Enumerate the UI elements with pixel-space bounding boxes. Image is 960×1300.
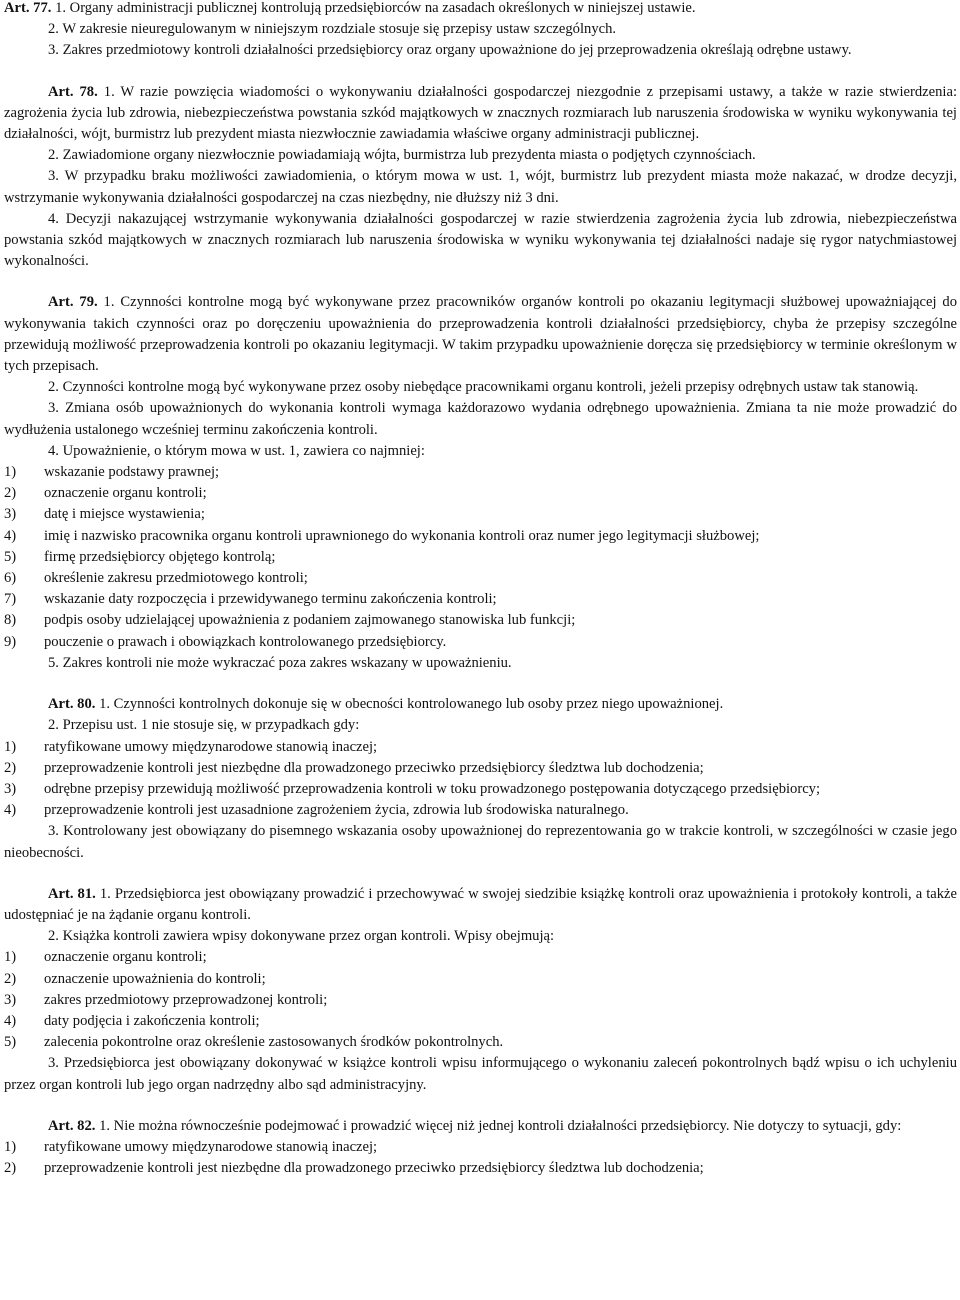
list-item-text: podpis osoby udzielającej upoważnienia z podaniem zajmowanego stanowiska lub funkcji; [44,612,576,629]
list-item [4,969,957,990]
art-78-heading: Art. 78. [48,83,98,100]
list-item-text: ratyfikowane umowy międzynarodowe stanowią inaczej; [44,1138,378,1155]
list-item-number: 1) [4,738,17,755]
list-item [4,526,957,547]
list-item-number: 5) [4,1034,17,1051]
art-77-paragraph-1 [4,0,957,19]
art-81-paragraph-text: 1. Przedsiębiorca jest obowiązany prowadzić i przechowywać w swojej siedzibie książkę kontroli oraz upoważnienia i protokoły kontroli, a także udostępniać je na żądanie organu kontroli. [4,885,958,923]
list-item-text: przeprowadzenie kontroli jest uzasadnione zagrożeniem życia, zdrowia lub środowiska naturalnego. [44,802,629,819]
art-79-paragraph-2 [4,377,957,398]
list-item-text: oznaczenie organu kontroli; [44,949,207,966]
list-item-number: 2) [4,970,17,987]
list-item [4,462,957,483]
list-item-number: 7) [4,591,17,608]
art-81-heading: Art. 81. [48,885,96,902]
list-item [4,1011,957,1032]
list-item-number: 1) [4,464,17,481]
art-79-paragraph-text: 3. Zmiana osób upoważnionych do wykonania kontroli wymaga każdorazowo wydania odrębnego upoważnienia. Zmiana ta nie może prowadzić do wydłużenia ustalonego wcześniej terminu zakończenia kontroli. [4,400,957,438]
art-78-paragraph-text: 3. W przypadku braku możliwości zawiadomienia, o którym mowa w ust. 1, wójt, burmistrz lub prezydent miasta może nakazać, w drodze decyzji, wstrzymanie wykonywania działalności gospodarczej na czas niezbędny, nie dłuższy niż 3 dni. [4,168,957,206]
list-item-number: 1) [4,949,17,966]
list-item-number: 3) [4,991,17,1008]
list-item-text: firmę przedsiębiorcy objętego kontrolą; [44,548,276,565]
art-78-paragraph-3 [4,166,957,208]
art-82-paragraph-text: 1. Nie można równocześnie podejmować i prowadzić więcej niż jednej kontroli działalności przedsiębiorcy. Nie dotyczy to sytuacji, gdy: [99,1117,902,1134]
art-81-paragraph-2 [4,926,957,947]
art-81-paragraph-3 [4,1053,957,1095]
art-82-paragraph-1 [4,1116,957,1137]
art-80-heading: Art. 80. [48,696,96,713]
list-item-number: 8) [4,612,17,629]
list-item-text: określenie zakresu przedmiotowego kontroli; [44,570,308,587]
list-item-number: 4) [4,527,17,544]
list-item-text: oznaczenie upoważnienia do kontroli; [44,970,266,987]
art-79-paragraph-text: 4. Upoważnienie, o którym mowa w ust. 1, zawiera co najmniej: [48,442,425,459]
list-item-text: zakres przedmiotowy przeprowadzonej kontroli; [44,991,328,1008]
art-81-paragraph-text: 2. Książka kontroli zawiera wpisy dokonywane przez organ kontroli. Wpisy obejmują: [48,928,555,945]
list-item [4,779,957,800]
art-79-heading: Art. 79. [48,294,98,311]
art-81-paragraph-1 [4,884,957,926]
art-77-paragraph-text: 3. Zakres przedmiotowy kontroli działalności przedsiębiorcy oraz organy upoważnione do jej przeprowadzenia określają odrębne ustawy. [48,42,852,59]
art-80-paragraph-text: 3. Kontrolowany jest obowiązany do pisemnego wskazania osoby upoważnionej do reprezentowania go w trakcie kontroli, w szczególności w czasie jego nieobecności. [4,823,957,861]
list-item-text: pouczenie o prawach i obowiązkach kontrolowanego przedsiębiorcy. [44,633,447,650]
art-81-paragraph-text: 3. Przedsiębiorca jest obowiązany dokonywać w książce kontroli wpisu informującego o wykonaniu zaleceń pokontrolnych bądź wpisu o ich uchyleniu przez organ kontroli lub jego organ nadrzędny albo sąd administracyjny. [4,1055,957,1093]
list-item [4,1158,957,1179]
list-item-text: oznaczenie organu kontroli; [44,485,207,502]
art-79-paragraph-text: 1. Czynności kontrolne mogą być wykonywane przez pracowników organów kontroli po okazaniu legitymacji służbowej upoważniającej do wykonywania takich czynności oraz po doręczeniu upoważnienia do przeprowadzenia kontroli działalności przedsiębiorcy, chyba że przepisy szczególne przewidują możliwość przeprowadzenia kontroli po okazaniu legitymacji. W takim przypadku upoważnienie doręcza się przedsiębiorcy w terminie określonym w tych przepisach. [4,294,958,375]
art-77-paragraph-3 [4,40,957,61]
art-79-paragraph-4 [4,441,957,462]
list-item-number: 3) [4,780,17,797]
art-77-heading: Art. 77. [4,0,52,16]
list-item [4,589,957,610]
list-item [4,737,957,758]
list-item [4,610,957,631]
art-77-paragraph-text: 2. W zakresie nieuregulowanym w niniejszym rozdziale stosuje się przepisy ustaw szczególnych. [48,21,617,38]
list-item [4,758,957,779]
art-78-paragraph-4 [4,209,957,273]
list-item-text: odrębne przepisy przewidują możliwość przeprowadzenia kontroli w toku prowadzonego postępowania dotyczącego przedsiębiorcy; [44,780,821,797]
list-item [4,947,957,968]
list-item [4,1032,957,1053]
list-item [4,990,957,1011]
list-item-number: 4) [4,802,17,819]
art-79-paragraph-3 [4,398,957,440]
art-80-paragraph-3 [4,821,957,863]
list-item [4,632,957,653]
art-79-paragraph-text: 2. Czynności kontrolne mogą być wykonywane przez osoby niebędące pracownikami organu kontroli, jeżeli przepisy odrębnych ustaw tak stanowią. [48,379,919,396]
list-item-text: przeprowadzenie kontroli jest niezbędne dla prowadzonego przeciwko przedsiębiorcy śledztwa lub dochodzenia; [44,1160,704,1177]
list-item-number: 9) [4,633,17,650]
list-item-number: 1) [4,1138,17,1155]
art-79-paragraph-5 [4,653,957,674]
list-item [4,504,957,525]
list-item-text: przeprowadzenie kontroli jest niezbędne dla prowadzonego przeciwko przedsiębiorcy śledztwa lub dochodzenia; [44,759,704,776]
list-item [4,547,957,568]
list-item-text: wskazanie podstawy prawnej; [44,464,220,481]
art-77-paragraph-2 [4,19,957,40]
art-80-paragraph-1 [4,694,957,715]
art-80-paragraph-2 [4,715,957,736]
art-78-paragraph-text: 1. W razie powzięcia wiadomości o wykonywaniu działalności gospodarczej niezgodnie z przepisami ustawy, a także w razie stwierdzenia: zagrożenia życia lub zdrowia, niebezpieczeństwa powstania szkód majątkowych w znacznych rozmiarach lub naruszenia środowiska w wyniku wykonywania tej działalności, wójt, burmistrz lub prezydent miasta niezwłocznie zawiadamia właściwe organy administracji publicznej. [4,83,957,143]
list-item-text: ratyfikowane umowy międzynarodowe stanowią inaczej; [44,738,378,755]
art-78-paragraph-2 [4,145,957,166]
list-item-number: 6) [4,570,17,587]
list-item-number: 2) [4,1160,17,1177]
list-item [4,568,957,589]
list-item [4,1137,957,1158]
list-item [4,800,957,821]
list-item-number: 3) [4,506,17,523]
list-item-number: 4) [4,1012,17,1029]
art-79-paragraph-1 [4,292,957,377]
list-item-number: 2) [4,485,17,502]
art-77-paragraph-text: 1. Organy administracji publicznej kontrolują przedsiębiorców na zasadach określonych w niniejszej ustawie. [55,0,696,16]
art-79-paragraph-text: 5. Zakres kontroli nie może wykraczać poza zakres wskazany w upoważnieniu. [48,654,512,671]
list-item-text: daty podjęcia i zakończenia kontroli; [44,1012,260,1029]
art-82-heading: Art. 82. [48,1117,96,1134]
art-78-paragraph-text: 4. Decyzji nakazującej wstrzymanie wykonywania działalności gospodarczej w razie stwierdzenia zagrożenia życia lub zdrowia, niebezpieczeństwa powstania szkód majątkowych w znacznych rozmiarach lub naruszenia środowiska w wyniku wykonywania tej działalności nadaje się rygor natychmiastowej wykonalności. [4,210,957,270]
list-item-text: wskazanie daty rozpoczęcia i przewidywanego terminu zakończenia kontroli; [44,591,497,608]
art-80-paragraph-text: 2. Przepisu ust. 1 nie stosuje się, w przypadkach gdy: [48,717,360,734]
list-item [4,483,957,504]
list-item-text: imię i nazwisko pracownika organu kontroli uprawnionego do wykonania kontroli oraz numer jego legitymacji służbowej; [44,527,760,544]
list-item-text: zalecenia pokontrolne oraz określenie zastosowanych środków pokontrolnych. [44,1034,504,1051]
list-item-number: 5) [4,548,17,565]
art-80-paragraph-text: 1. Czynności kontrolnych dokonuje się w obecności kontrolowanego lub osoby przez niego upoważnionej. [99,696,724,713]
art-78-paragraph-text: 2. Zawiadomione organy niezwłocznie powiadamiają wójta, burmistrza lub prezydenta miasta o podjętych czynnościach. [48,147,756,164]
art-78-paragraph-1 [4,82,957,146]
list-item-number: 2) [4,759,17,776]
list-item-text: datę i miejsce wystawienia; [44,506,205,523]
